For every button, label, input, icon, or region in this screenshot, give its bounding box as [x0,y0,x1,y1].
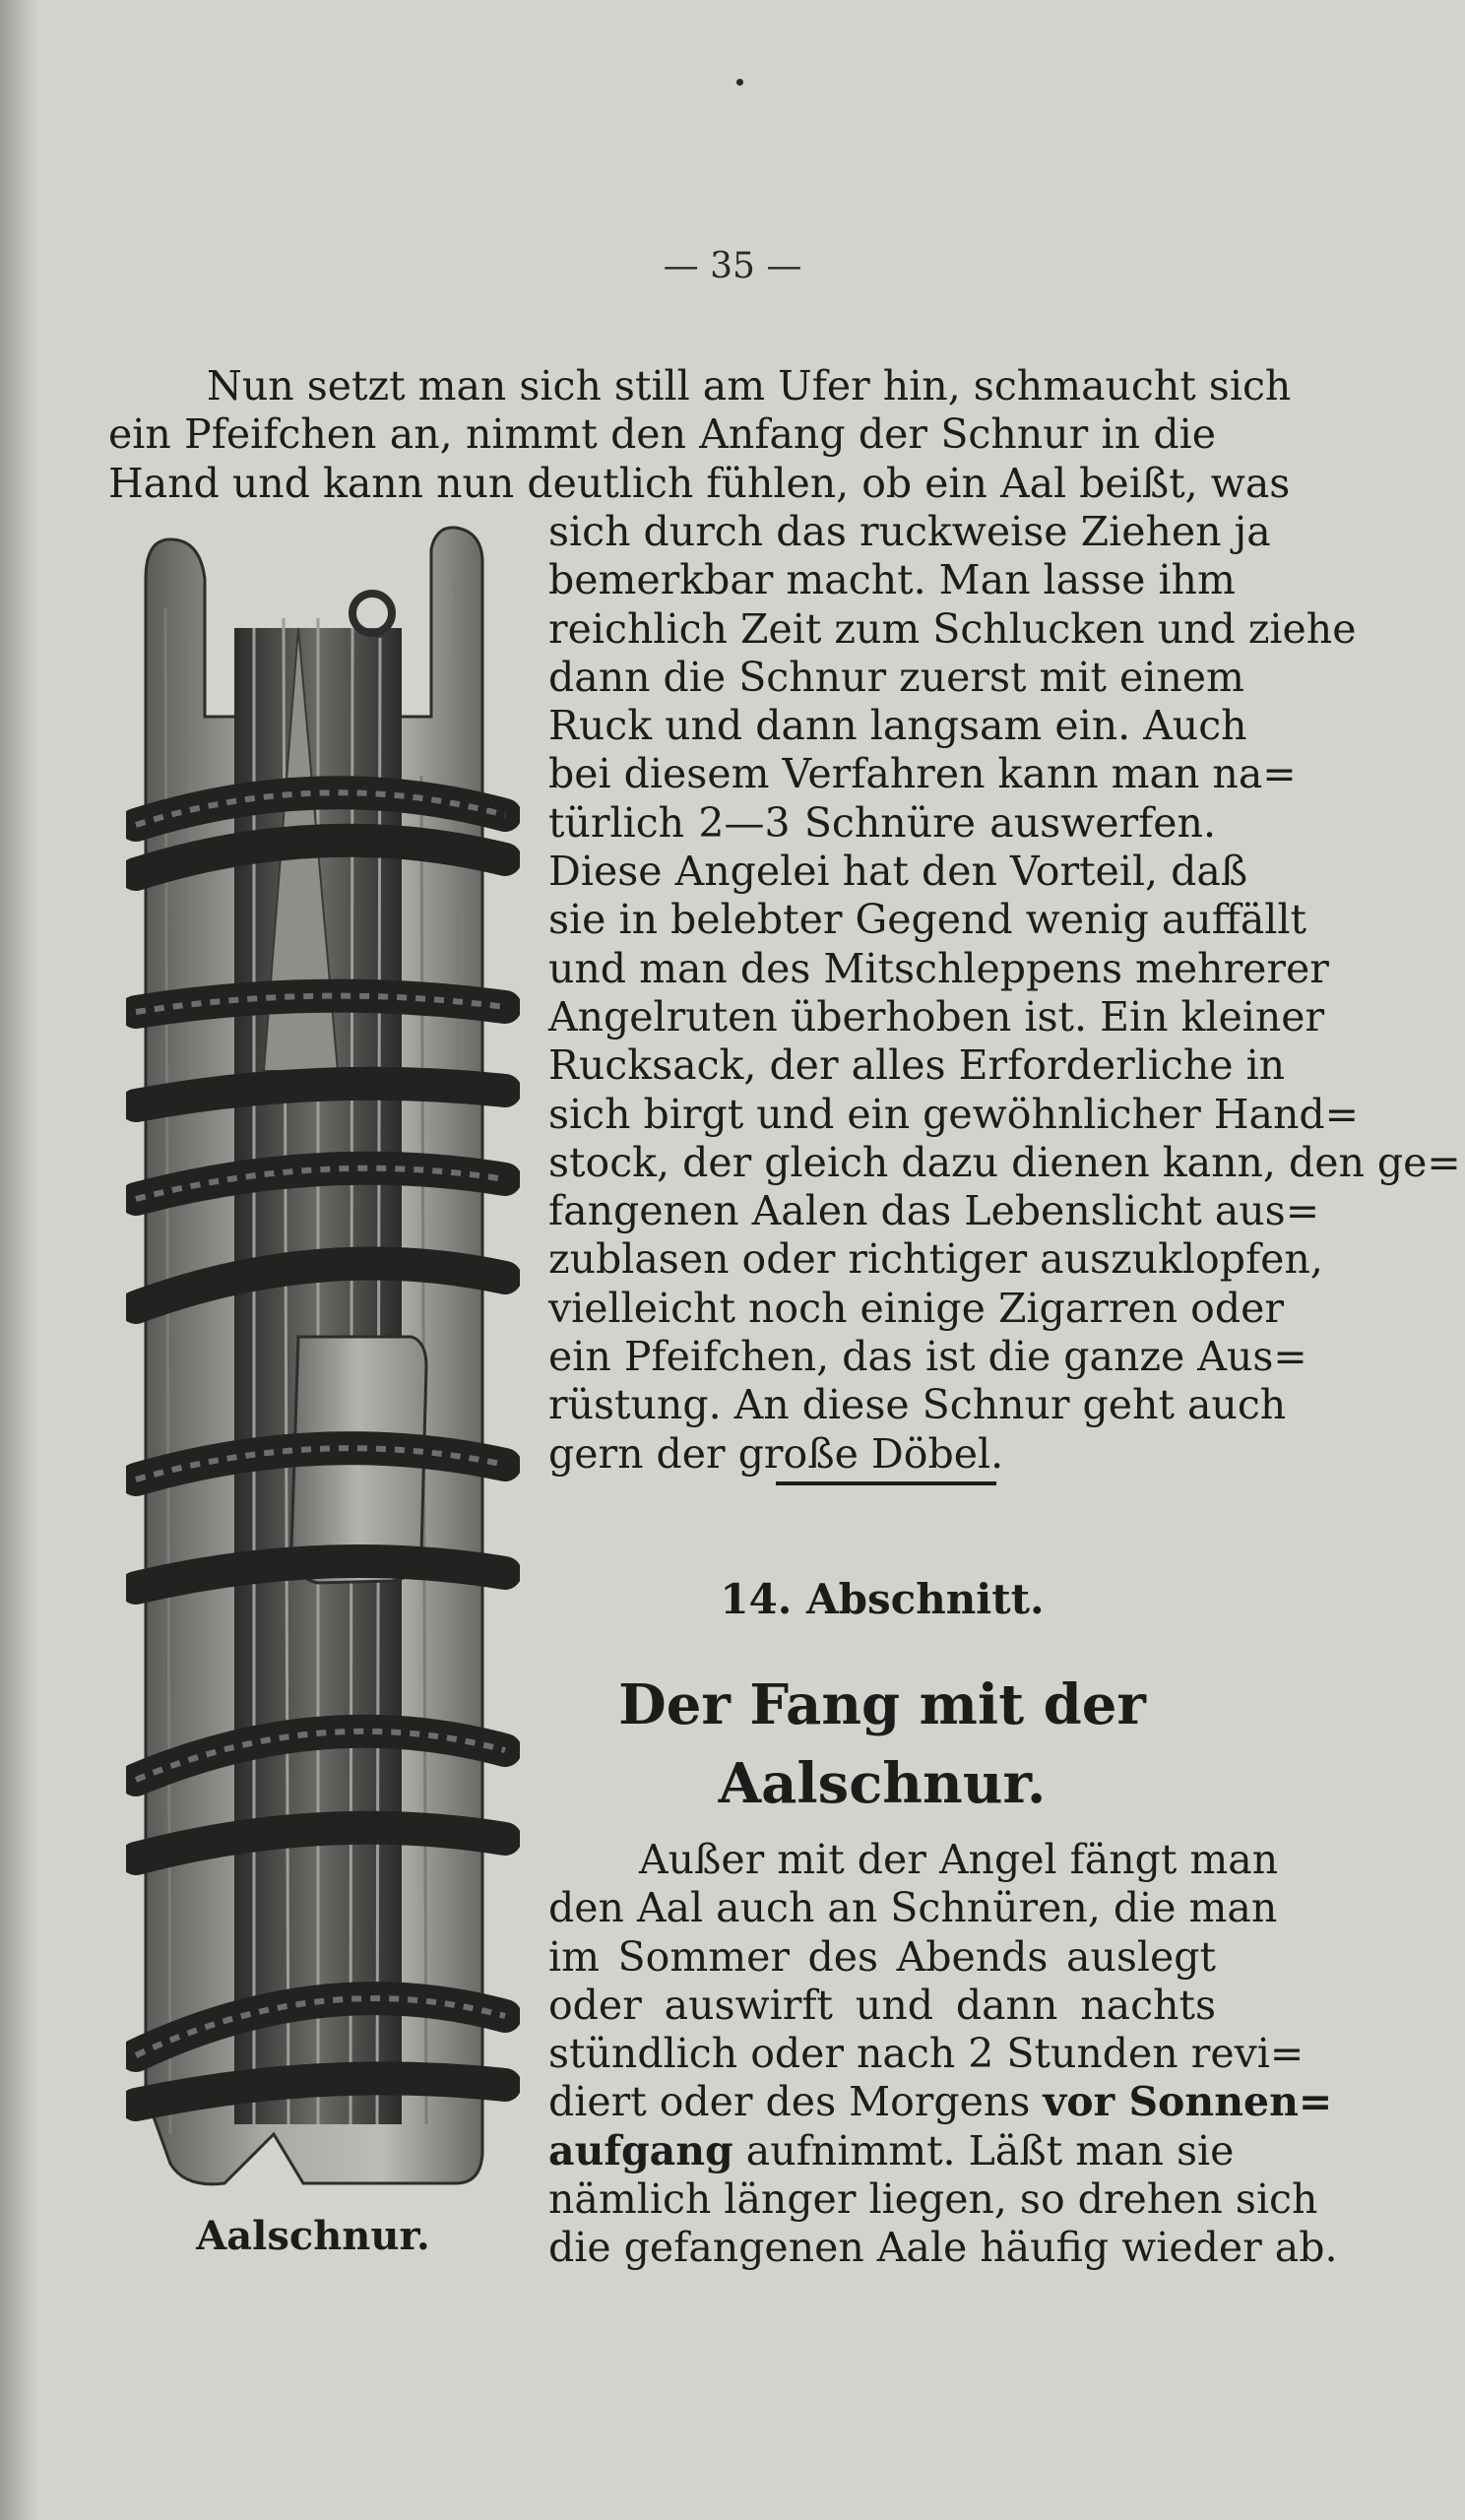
text-line: vielleicht noch einige Zigarren oder [548,1284,1284,1332]
text-line: im Sommer des Abends auslegt [548,1932,1216,1981]
section-divider-rule [776,1481,996,1485]
text-fragment: aufnimmt. Läßt man sie [745,2126,1235,2174]
paragraph-2 [548,1836,1338,2273]
hook-loop [352,594,392,633]
text-line: Diese Angelei hat den Vorteil, daß [548,848,1248,896]
paragraph-1-narrow [548,508,1461,1479]
text-line: die gefangenen Aale häufig wieder ab. [548,2224,1338,2272]
text-line: bemerkbar macht. Man lasse ihm [548,556,1236,604]
text-line: ein Pfeifchen, das ist die ganze Aus= [548,1333,1307,1381]
text-line: Ruck und dann langsam ein. Auch [548,702,1247,750]
text-line: Außer mit der Angel fängt man [639,1836,1279,1883]
text-line: ein Pfeifchen an, nimmt den Anfang der Schnur in die [108,410,1216,459]
eel-line-reel-illustration [126,520,520,2198]
text-line: Rucksack, der alles Erforderliche in [548,1041,1286,1090]
chapter-title-line: Aalschnur. [718,1751,1047,1816]
text-line: Hand und kann nun deutlich fühlen, ob ein Aal beißt, was [108,459,1291,507]
text-line: den Aal auch an Schnüren, die man [548,1884,1278,1932]
text-line: stock, der gleich dazu dienen kann, den ge= [548,1138,1461,1186]
text-line: gern der große Döbel. [548,1429,1004,1478]
text-line: türlich 2—3 Schnüre auswerfen. [548,798,1216,847]
bold-text: vor Sonnen= [1043,2078,1333,2126]
page-number: — 35 — [663,246,802,286]
text-fragment: diert oder des Morgens [548,2078,1031,2126]
text-line: stündlich oder nach 2 Stunden revi= [548,2030,1305,2078]
text-line: bei diesem Verfahren kann man na= [548,750,1297,798]
chapter-title-line: Der Fang mit der [618,1672,1146,1737]
page-gutter-shadow [0,0,39,2520]
text-line: sie in belebter Gegend wenig auffällt [548,896,1306,944]
text-line: reichlich Zeit zum Schlucken und ziehe [548,604,1357,653]
text-line [548,2078,1333,2126]
text-line: nämlich länger liegen, so drehen sich [548,2175,1318,2224]
text-line: zublasen oder richtiger auszuklopfen, [548,1235,1323,1284]
figure-caption: Aalschnur. [196,2213,430,2259]
text-line: oder auswirft und dann nachts [548,1981,1216,2029]
text-line: sich birgt und ein gewöhnlicher Hand= [548,1090,1359,1138]
text-line: fangenen Aalen das Lebenslicht aus= [548,1187,1320,1235]
text-line [548,2126,1235,2175]
paragraph-1-wide [108,362,1292,508]
section-number: 14. Abschnitt. [720,1575,1045,1623]
text-line: Angelruten überhoben ist. Ein kleiner [548,992,1325,1040]
text-line: sich durch das ruckweise Ziehen ja [548,508,1271,555]
ink-speck [736,79,743,86]
text-line: und man des Mitschleppens mehrerer [548,944,1329,992]
text-line: Nun setzt man sich still am Ufer hin, schmaucht sich [207,362,1292,410]
text-line: rüstung. An diese Schnur geht auch [548,1381,1287,1429]
text-line: dann die Schnur zuerst mit einem [548,653,1244,701]
bold-text: aufgang [548,2126,733,2174]
chapter-title [548,1666,1216,1823]
